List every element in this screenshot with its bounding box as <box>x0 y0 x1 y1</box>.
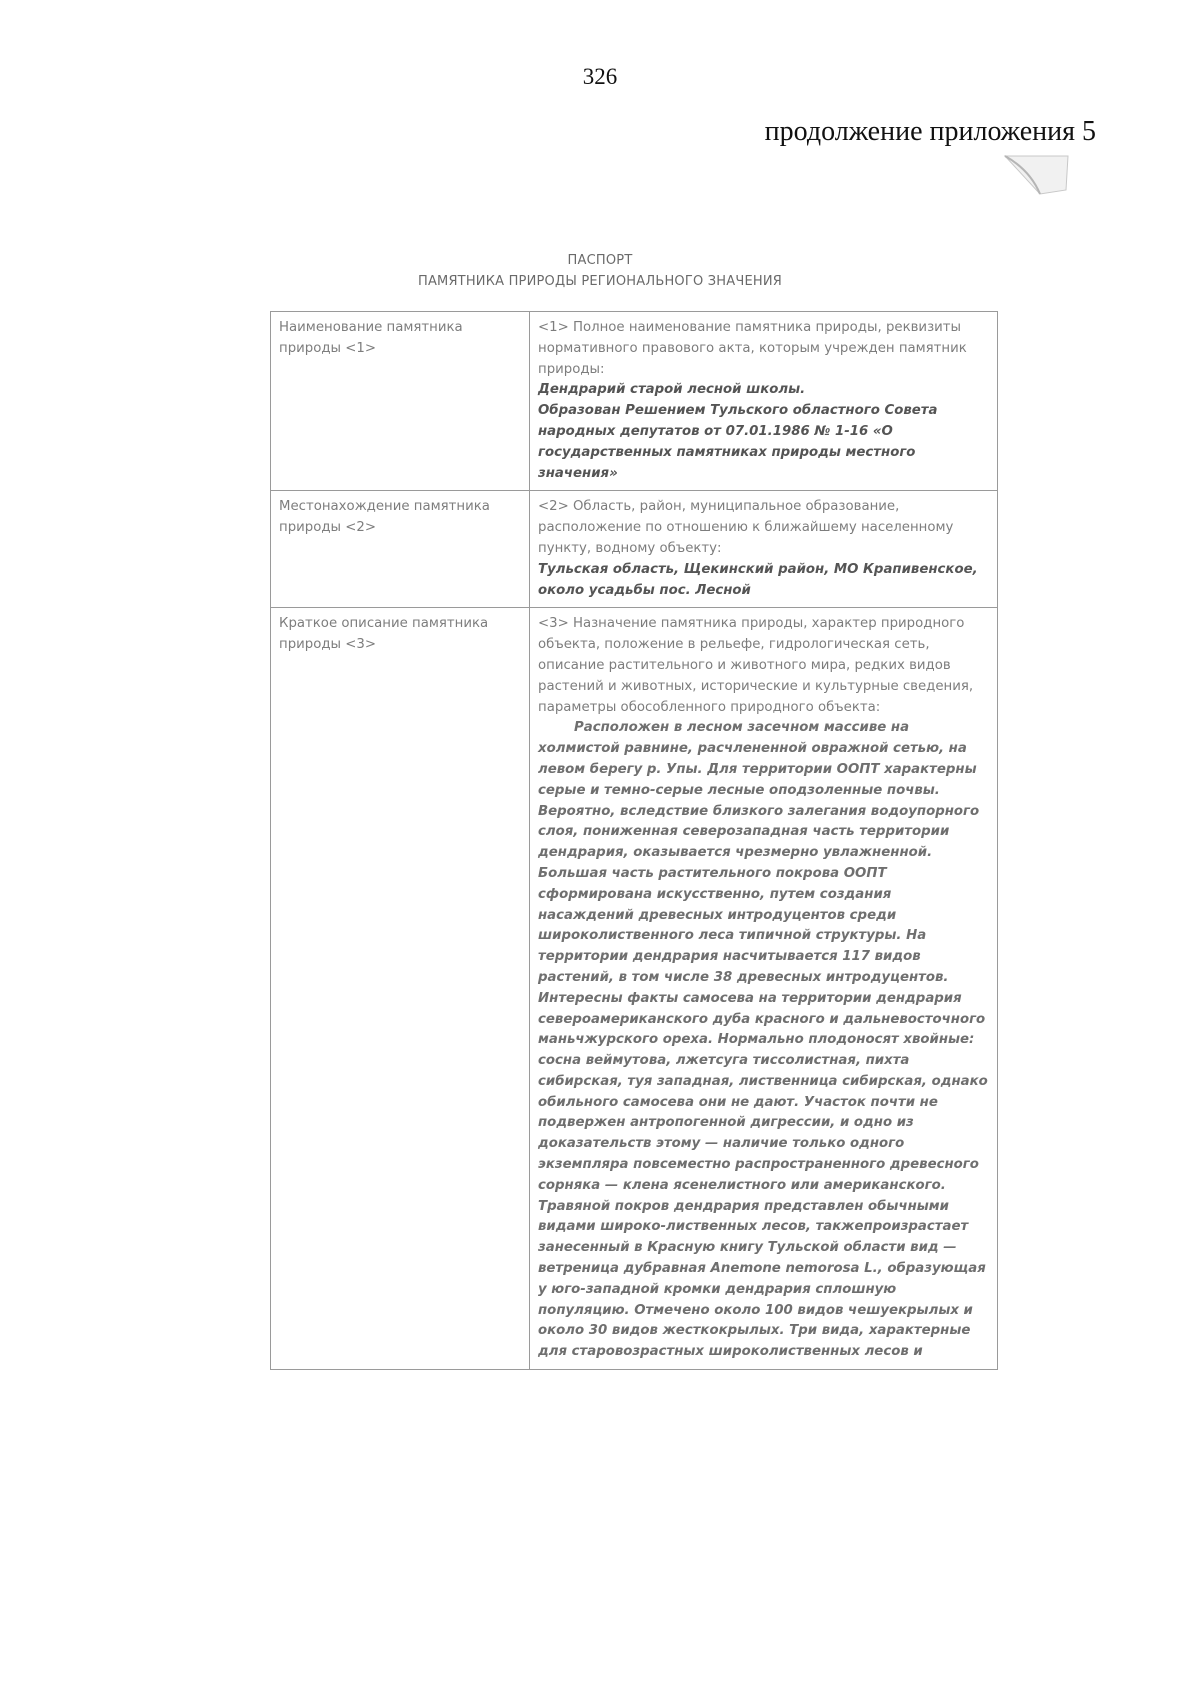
row-label: Краткое описание памятника природы <3> <box>271 608 530 1370</box>
title-line-1: ПАСПОРТ <box>567 253 633 268</box>
page-number: 326 <box>582 64 618 89</box>
row-content <box>530 491 998 608</box>
table-row <box>271 312 998 491</box>
row-content <box>530 608 998 1370</box>
row-value: Тульская область, Щекинский район, МО Крапивенское, около усадьбы пос. Лесной <box>538 561 978 598</box>
document-title <box>0 250 1200 292</box>
row-value: Образован Решением Тульского областного Совета народных депутатов от 07.01.1986 № 1-16 «О государственных памятниках природы местного значения» <box>538 403 938 481</box>
passport-table <box>270 311 998 1370</box>
row-value: Расположен в лесном засечном массиве на холмистой равнине, расчлененной овражной сетью, на левом берегу р. Упы. Для территории ООПТ характерны серые и темно-серые лесные оподзоленные почвы. Вероятно, вследствие близкого залегания водоупорного слоя, пониженная северозападная часть территории дендрария, оказывается чрезмерно увлажненной. Большая часть растительного покрова ООПТ сформирована искусственно, путем создания насаждений древесных интродуцентов среди широколиственного леса типичной структуры. На территории дендрария насчитывается 117 видов растений, в том числе 38 древесных интродуцентов. Интересны факты самосева на территории дендрария североамериканского дуба красного и дальневосточного маньчжурского ореха. Нормально плодоносят хвойные: сосна веймутова, лжетсуга тиссолистная, пихта сибирская, туя западная, лиственница сибирская, однако обильного самосева они не дают. Участок почти не подвержен антропогенной дигрессии, и одно из доказательств этому — наличие только одного экземпляра повсеместно распространенного древесного сорняка — клена ясенелистного или американского. Травяной покров дендрария представлен обычными видами широко-лиственных лесов, такжепроизрастает занесенный в Красную книгу Тульской области вид — ветреница дубравная Anemone nemorosa L., образующая у юго-западной кромки дендрария сплошную популяцию. Отмечено около 100 видов чешуекрылых и около 30 видов жесткокрылых. Три вида, характерные для старовозрастных широколиственных лесов и <box>538 720 988 1360</box>
row-intro: <2> Область, район, муниципальное образование, расположение по отношению к ближайшему населенному пункту, водному объекту: <box>538 499 954 556</box>
row-intro: <3> Назначение памятника природы, характер природного объекта, положение в рельефе, гидрологическая сеть, описание растительного и животного мира, редких видов растений и животных, исторические и культурные сведения, параметры обособленного природного объекта: <box>538 616 974 715</box>
row-content <box>530 312 998 491</box>
title-line-2: ПАМЯТНИКА ПРИРОДЫ РЕГИОНАЛЬНОГО ЗНАЧЕНИЯ <box>417 274 783 289</box>
table-row <box>271 608 998 1370</box>
page-curl-mark <box>1000 150 1070 200</box>
row-label: Наименование памятника природы <1> <box>271 312 530 491</box>
row-intro: <1> Полное наименование памятника природы, реквизиты нормативного правового акта, которым учрежден памятник природы: <box>538 320 967 377</box>
row-label: Местонахождение памятника природы <2> <box>271 491 530 608</box>
row-value: Дендрарий старой лесной школы. <box>538 382 806 398</box>
appendix-note: продолжение приложения 5 <box>764 116 1096 147</box>
table-row <box>271 491 998 608</box>
